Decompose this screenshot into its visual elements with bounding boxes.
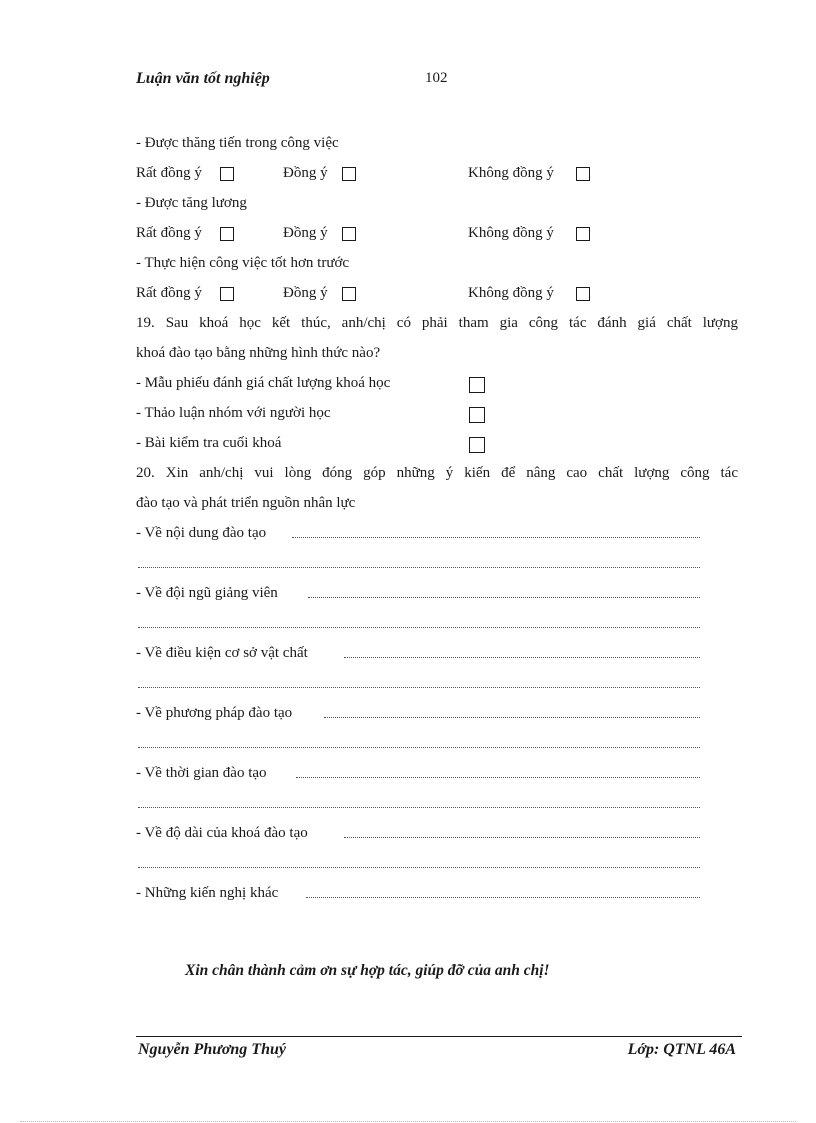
feedback-lecturers-label: - Về đội ngũ giảng viên — [136, 585, 278, 601]
feedback-methods-input-line-2[interactable] — [138, 747, 700, 748]
page-bottom-border — [20, 1121, 796, 1122]
item-2-agree-checkbox[interactable] — [342, 227, 356, 241]
footer-author: Nguyễn Phương Thuý — [138, 1041, 286, 1058]
footer-class: Lớp: QTNL 46A — [627, 1041, 736, 1058]
item-3-agree-checkbox[interactable] — [342, 287, 356, 301]
feedback-duration-input[interactable] — [344, 837, 700, 838]
feedback-content-input[interactable] — [292, 537, 700, 538]
item-2-strongly-agree-checkbox[interactable] — [220, 227, 234, 241]
question-20-line-2: đào tạo và phát triển nguồn nhân lực — [136, 495, 356, 511]
q19-option-2-label: - Thảo luận nhóm với người học — [136, 405, 331, 421]
feedback-facilities-input[interactable] — [344, 657, 700, 658]
item-1-label: - Được thăng tiến trong công việc — [136, 135, 339, 151]
question-20-line-1: 20. Xin anh/chị vui lòng đóng góp những ý kiến để nâng cao chất lượng công tác — [136, 465, 738, 481]
item-2-disagree-label: Không đồng ý — [468, 225, 554, 241]
item-2-label: - Được tăng lương — [136, 195, 247, 211]
item-3-disagree-label: Không đồng ý — [468, 285, 554, 301]
item-1-disagree-checkbox[interactable] — [576, 167, 590, 181]
item-3-label: - Thực hiện công việc tốt hơn trước — [136, 255, 350, 271]
feedback-facilities-label: - Về điều kiện cơ sở vật chất — [136, 645, 308, 661]
item-1-strongly-agree-label: Rất đồng ý — [136, 165, 202, 181]
feedback-methods-input[interactable] — [324, 717, 700, 718]
q19-option-3-checkbox[interactable] — [469, 437, 485, 453]
closing-thanks: Xin chân thành cảm ơn sự hợp tác, giúp đỡ của anh chị! — [185, 962, 550, 979]
q19-option-2-checkbox[interactable] — [469, 407, 485, 423]
thesis-header-title: Luận văn tốt nghiệp — [136, 70, 270, 87]
feedback-content-label: - Về nội dung đào tạo — [136, 525, 267, 541]
question-19-line-2: khoá đào tạo bằng những hình thức nào? — [136, 345, 381, 361]
item-1-strongly-agree-checkbox[interactable] — [220, 167, 234, 181]
feedback-content-input-line-2[interactable] — [138, 567, 700, 568]
feedback-other-label: - Những kiến nghị khác — [136, 885, 279, 901]
item-3-strongly-agree-label: Rất đồng ý — [136, 285, 202, 301]
item-1-agree-label: Đồng ý — [283, 165, 328, 181]
q19-option-1-checkbox[interactable] — [469, 377, 485, 393]
footer-divider — [136, 1036, 742, 1037]
q19-option-3-label: - Bài kiểm tra cuối khoá — [136, 435, 282, 451]
feedback-duration-label: - Về độ dài của khoá đào tạo — [136, 825, 308, 841]
feedback-lecturers-input[interactable] — [308, 597, 700, 598]
page-number: 102 — [425, 70, 448, 86]
q19-option-1-label: - Mẫu phiếu đánh giá chất lượng khoá học — [136, 375, 391, 391]
question-19-line-1: 19. Sau khoá học kết thúc, anh/chị có phải tham gia công tác đánh giá chất lượng — [136, 315, 738, 331]
item-3-agree-label: Đồng ý — [283, 285, 328, 301]
item-2-strongly-agree-label: Rất đồng ý — [136, 225, 202, 241]
item-3-strongly-agree-checkbox[interactable] — [220, 287, 234, 301]
feedback-schedule-input-line-2[interactable] — [138, 807, 700, 808]
item-3-disagree-checkbox[interactable] — [576, 287, 590, 301]
feedback-other-input[interactable] — [306, 897, 700, 898]
feedback-facilities-input-line-2[interactable] — [138, 687, 700, 688]
item-1-disagree-label: Không đồng ý — [468, 165, 554, 181]
feedback-schedule-label: - Về thời gian đào tạo — [136, 765, 267, 781]
feedback-lecturers-input-line-2[interactable] — [138, 627, 700, 628]
item-1-agree-checkbox[interactable] — [342, 167, 356, 181]
feedback-schedule-input[interactable] — [296, 777, 700, 778]
feedback-duration-input-line-2[interactable] — [138, 867, 700, 868]
item-2-agree-label: Đồng ý — [283, 225, 328, 241]
item-2-disagree-checkbox[interactable] — [576, 227, 590, 241]
feedback-methods-label: - Về phương pháp đào tạo — [136, 705, 293, 721]
